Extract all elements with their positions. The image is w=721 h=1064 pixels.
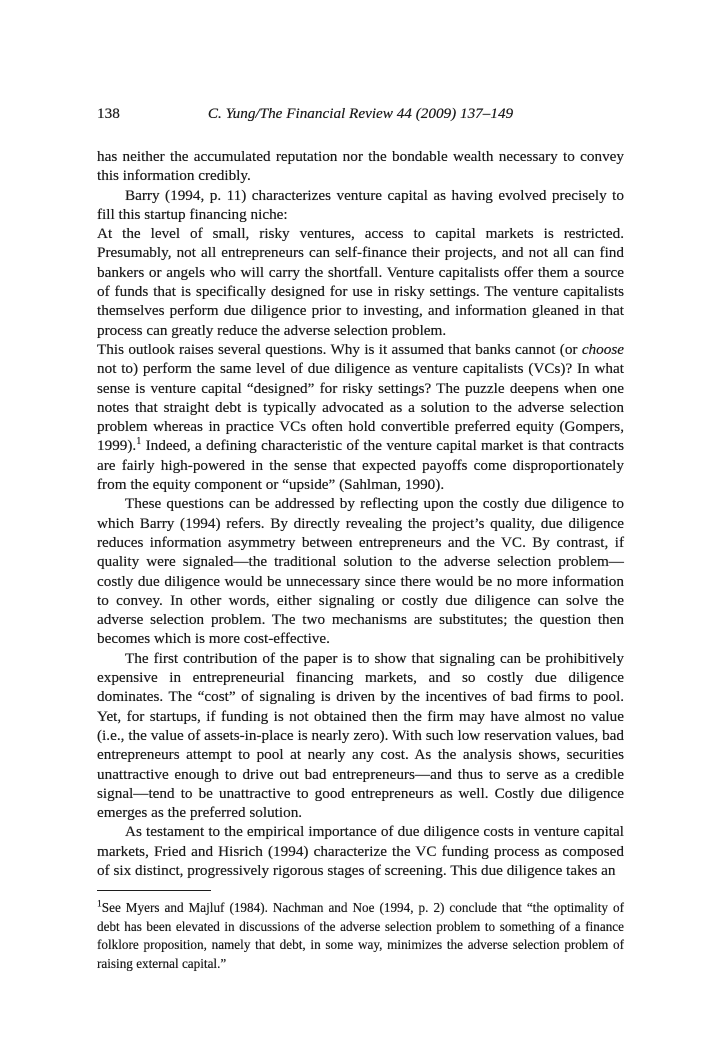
block-quote: At the level of small, risky ventures, access to capital markets is restricted. Presumably, not all entrepreneurs can self-finance their projects, and not all can find bankers or angels who will carry the shortfall. Venture capitalists offer them a source of funds that is specifically designed for use in risky settings. The venture capitalists themselves perform due diligence prior to investing, and information gleaned in that process can greatly reduce the adverse selection problem. xyxy=(97,225,624,339)
body-paragraph-barry: Barry (1994, p. 11) characterizes venture capital as having evolved precisely to fill this startup financing niche: xyxy=(97,186,624,223)
footnote-marker: 1 xyxy=(97,899,102,910)
running-head-title: C. Yung/The Financial Review 44 (2009) 137–149 xyxy=(207,105,514,122)
footnote-text: See Myers and Majluf (1984). Nachman and Noe (1994, p. 2) conclude that “the optimality of debt has been elevated in discussions of the adverse selection problem to something of a finance folklore proposition, namely that debt, in some way, minimizes the adverse selection problem of raising external capital.” xyxy=(97,900,624,972)
body-paragraph-questions: These questions can be addressed by reflecting upon the costly due diligence to which Barry (1994) refers. By directly revealing the project’s quality, due diligence reduces information asymmetry between entrepreneurs and the VC. By contrast, if quality were signaled—the traditional solution to the adverse selection problem—costly due diligence would be unnecessary since there would be no more information to convey. In other words, either signaling or costly due diligence can solve the adverse selection problem. The two mechanisms are substitutes; the question then becomes which is more cost-effective. xyxy=(97,495,624,648)
paragraph-text: Indeed, a defining characteristic of the venture capital market is that contracts are fairly high-powered in the sense that expected payoffs come disproportionately from the equity component or “upside” (Sahlman, 1990). xyxy=(97,437,624,494)
paragraph-text: This outlook raises several questions. Why is it assumed that banks cannot (or xyxy=(97,340,582,358)
body-paragraph-testament: As testament to the empirical importance of due diligence costs in venture capital markets, Fried and Hisrich (1994) characterize the VC funding process as composed of six distinct, progressively rigorous stages of screening. This due diligence takes an xyxy=(97,823,624,879)
article-body xyxy=(97,147,624,880)
italic-emphasis: choose xyxy=(581,340,624,358)
page-number: 138 xyxy=(97,105,120,122)
footnote-reference: 1 xyxy=(136,436,142,448)
footnote-separator xyxy=(97,890,211,891)
body-paragraph-outlook xyxy=(97,340,624,494)
page-content xyxy=(97,104,624,974)
footnote-block xyxy=(97,890,624,973)
running-header xyxy=(97,104,624,123)
paragraph-text: not to) perform the same level of due diligence as venture capitalists (VCs)? In what sense is venture capital “designed” for risky settings? The puzzle deepens when one notes that straight debt is typically advocated as a solution to the adverse selection problem whereas in practice VCs often hold convertible preferred equity (Gompers, 1999). xyxy=(97,360,624,455)
body-paragraph-contribution: The first contribution of the paper is to show that signaling can be prohibitively expensive in entrepreneurial financing markets, and so costly due diligence dominates. The “cost” of signaling is driven by the incentives of bad firms to pool. Yet, for startups, if funding is not obtained then the firm may have almost no value (i.e., the value of assets-in-place is nearly zero). With such low reservation values, bad entrepreneurs attempt to pool at nearly any cost. As the analysis shows, securities unattractive enough to drive out bad entrepreneurs—and thus to serve as a credible signal—tend to be unattractive to good entrepreneurs as well. Costly due diligence emerges as the preferred solution. xyxy=(97,649,624,822)
body-paragraph-continuation: has neither the accumulated reputation nor the bondable wealth necessary to convey this information credibly. xyxy=(97,148,624,185)
footnote xyxy=(97,899,624,973)
